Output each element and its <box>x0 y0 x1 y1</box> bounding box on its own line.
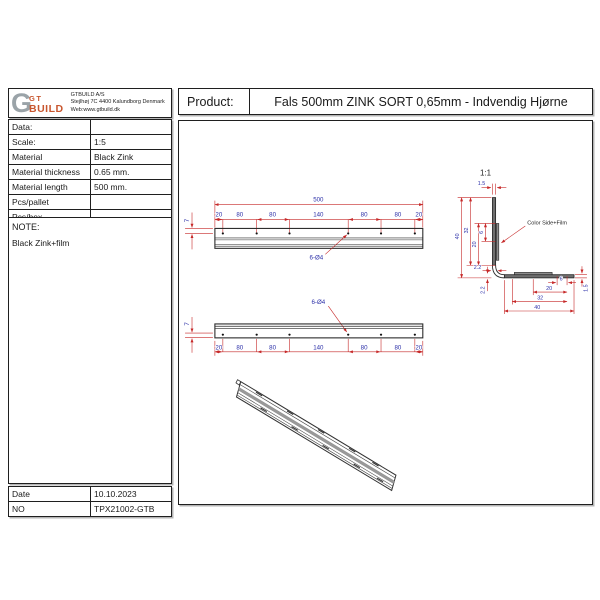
table-row: NO TPX21002-GTB <box>9 501 171 516</box>
dim-thickness: 1.5 <box>583 284 590 292</box>
isometric-view <box>236 380 396 491</box>
dim-seg: 20 <box>215 211 223 219</box>
technical-drawing <box>179 121 592 504</box>
dim-seg: 80 <box>236 211 244 219</box>
data-table <box>8 119 172 225</box>
note-box <box>8 217 172 484</box>
dim-h6: 6 <box>559 276 563 283</box>
detail-scale-label: 1:1 <box>479 168 492 178</box>
product-label: Product: <box>187 94 234 109</box>
corner-detail-view <box>455 169 589 314</box>
dim-seg: 80 <box>236 344 244 352</box>
company-address <box>71 92 165 114</box>
dim-seg: 80 <box>269 344 277 352</box>
table-row: Material thickness 0.65 mm. <box>9 164 171 179</box>
product-title: Fals 500mm ZINK SORT 0,65mm - Indvendig Hjørne <box>249 89 592 114</box>
dim-seg: 140 <box>313 211 324 219</box>
dim-h20: 20 <box>546 286 553 293</box>
company-name: GTBUILD A/S <box>70 91 105 98</box>
dim-seg: 80 <box>394 211 402 219</box>
note-label: NOTE: <box>12 222 40 232</box>
dim-v32: 32 <box>464 227 471 234</box>
table-row: Material length 500 mm. <box>9 179 171 194</box>
dim-seg: 20 <box>415 211 423 219</box>
dim-v6: 6 <box>478 230 485 234</box>
dim-h32: 32 <box>537 295 544 302</box>
dim-seg: 80 <box>394 344 402 352</box>
dim-seg: 80 <box>360 211 368 219</box>
color-side-label: Color Side+Film <box>527 220 567 227</box>
company-logo-icon: G <box>11 88 33 118</box>
logo-gt-text: GT <box>29 93 43 103</box>
dim-v20: 20 <box>472 241 479 248</box>
table-row: Pcs/pallet <box>9 194 171 209</box>
dim-seg: 80 <box>269 211 277 219</box>
company-logo-text <box>29 94 64 115</box>
dim-v40: 40 <box>455 233 462 240</box>
company-street: Stejlhøj 7C 4400 Kalundborg Denmark <box>70 99 165 106</box>
drawing-area <box>178 120 593 505</box>
dim-overall: 500 <box>313 196 324 204</box>
footer-table <box>8 486 172 517</box>
table-row: Date 10.10.2023 <box>9 487 171 501</box>
note-text: Black Zink+film <box>12 238 70 248</box>
company-title-block <box>8 88 172 118</box>
product-header <box>178 88 593 115</box>
table-row: Material Black Zink <box>9 149 171 164</box>
dim-h40: 40 <box>534 305 541 312</box>
dim-seg: 20 <box>415 344 423 352</box>
dim-seg: 20 <box>215 344 223 352</box>
table-row: Data: <box>9 120 171 134</box>
dim-bend: 2.2 <box>480 286 487 294</box>
dim-seg: 140 <box>313 344 324 352</box>
top-view <box>184 197 423 262</box>
dim-seg: 80 <box>360 344 368 352</box>
dim-bend: 2.2 <box>473 265 482 272</box>
bottom-view <box>184 299 423 356</box>
company-web: Web:www.gtbuild.dk <box>70 106 121 113</box>
dim-thickness: 1.5 <box>477 181 486 188</box>
dim-height: 7 <box>184 322 192 326</box>
logo-build-text: BUILD <box>29 102 64 115</box>
table-row: Scale: 1:5 <box>9 134 171 149</box>
dim-height: 7 <box>184 218 192 223</box>
hole-callout: 6-Ø4 <box>311 299 326 307</box>
hole-callout: 6-Ø4 <box>309 254 324 262</box>
